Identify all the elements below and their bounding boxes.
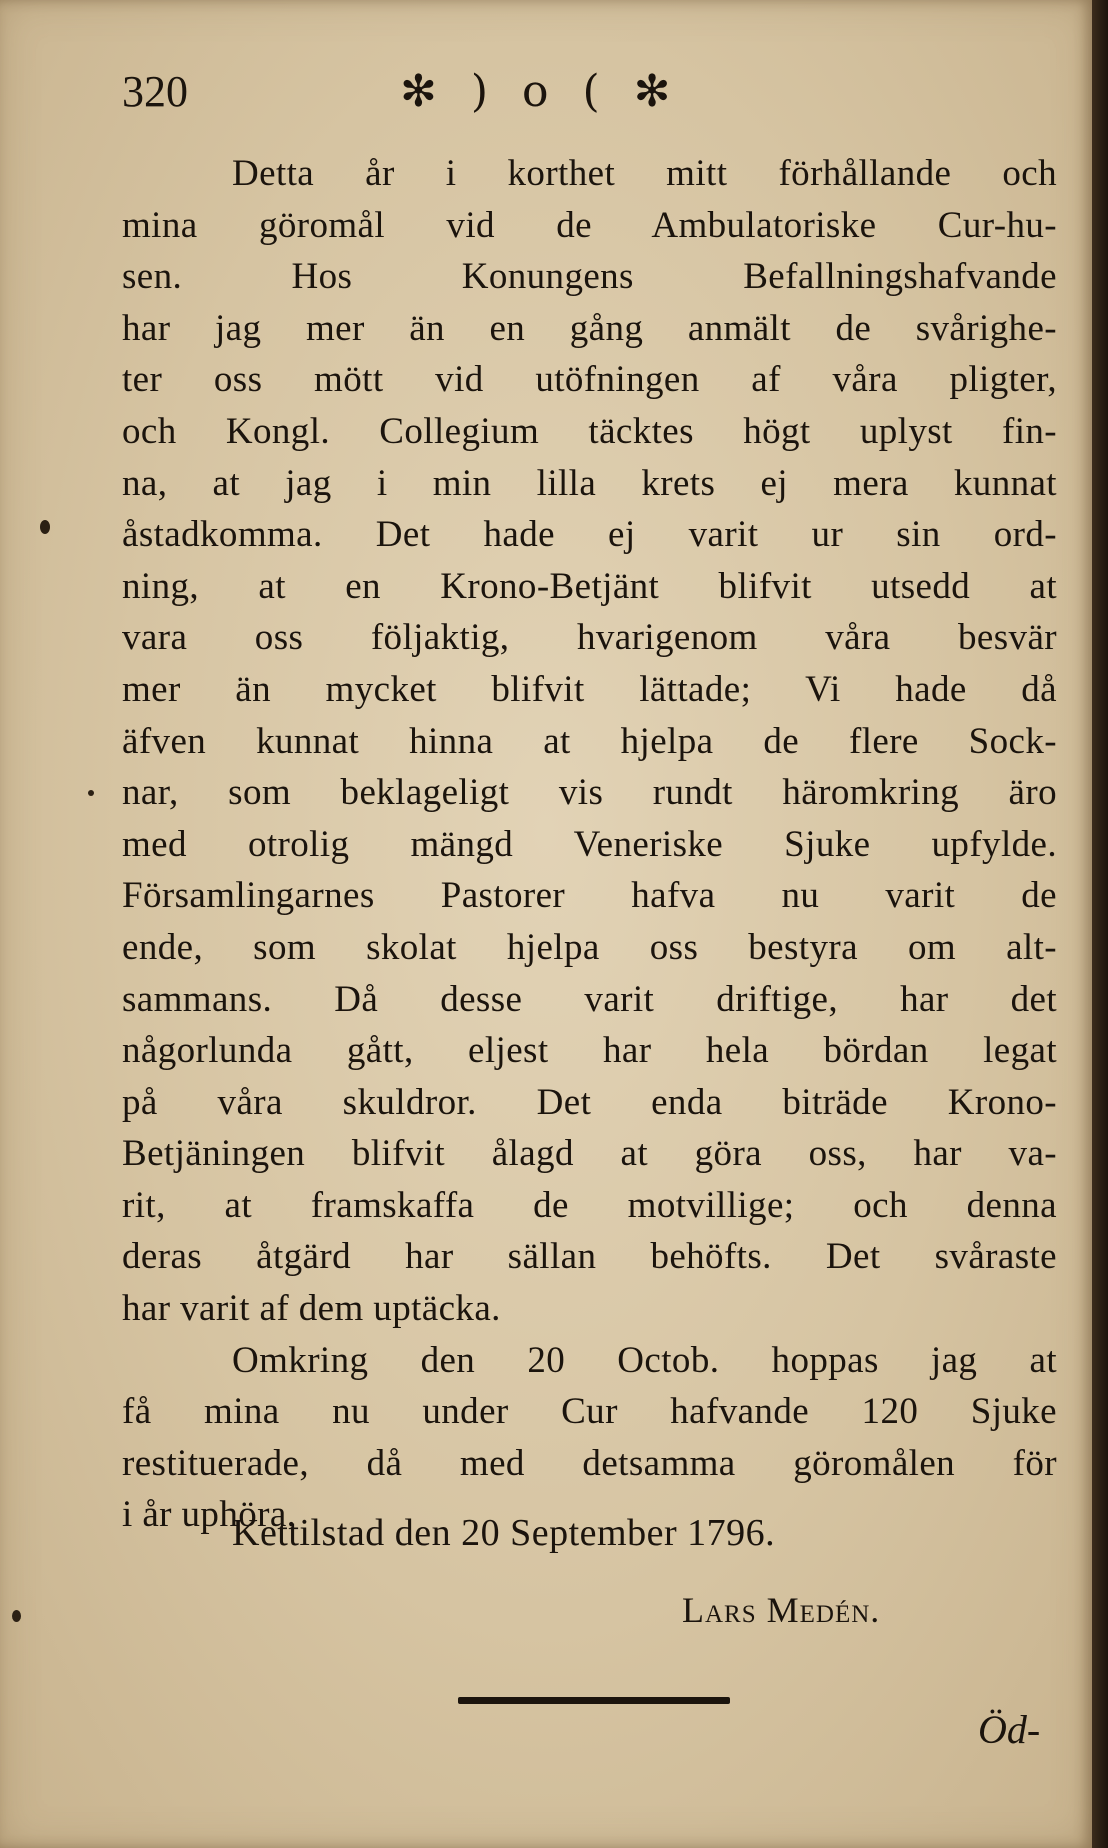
text-line: på våra skuldror. Det enda biträde Krono- [122,1081,1057,1123]
header-ornament: ✻ ) o ( ✻ [400,66,681,117]
paper-speck [12,1610,21,1622]
text-line: äfven kunnat hinna at hjelpa de flere Sock- [122,720,1057,762]
text-line: ter oss mött vid utöfningen af våra pligter, [122,359,1057,401]
text-line: mer än mycket blifvit lättade; Vi hade då [122,668,1057,710]
text-line: nar, som beklageligt vis rundt häromkring äro [122,772,1057,814]
text-line: Omkring den 20 Octob. hoppas jag at [232,1339,1057,1381]
text-line: med otrolig mängd Veneriske Sjuke upfylde. [122,823,1057,865]
page-edge [1092,0,1108,1848]
text-line: Betjäningen blifvit ålagd at göra oss, har va- [122,1133,1057,1175]
text-line: i år uphöra. [122,1494,297,1536]
catchword: Öd- [978,1707,1041,1752]
section-rule [458,1697,730,1704]
text-line: åstadkomma. Det hade ej varit ur sin ord- [122,514,1057,556]
text-line: få mina nu under Cur hafvande 120 Sjuke [122,1391,1057,1433]
text-line: Detta år i korthet mitt förhållande och [232,153,1057,194]
text-line: har jag mer än en gång anmält de svårighe- [122,307,1057,349]
paper-speck [40,520,50,534]
text-line: sammans. Då desse varit driftige, har det [122,978,1057,1020]
text-line: rit, at framskaffa de motvillige; och denna [122,1184,1057,1226]
text-line: ning, at en Krono-Betjänt blifvit utsedd at [122,565,1057,607]
dateline: Kettilstad den 20 September 1796. [232,1512,776,1554]
body-text [122,148,1057,1541]
text-line: na, at jag i min lilla krets ej mera kunnat [122,462,1057,504]
text-line: och Kongl. Collegium täcktes högt uplyst fin- [122,410,1057,452]
text-line: ende, som skolat hjelpa oss bestyra om alt- [122,926,1057,968]
text-line: restituerade, då med detsamma göromålen för [122,1442,1057,1484]
text-line: deras åtgärd har sällan behöfts. Det svåraste [122,1236,1057,1278]
running-header [0,62,1092,122]
paper-speck [88,790,94,796]
text-line: någorlunda gått, eljest har hela bördan legat [122,1030,1057,1072]
text-line: har varit af dem uptäcka. [122,1288,501,1330]
text-line: vara oss följaktig, hvarigenom våra besvär [122,617,1057,659]
text-line: Församlingarnes Pastorer hafva nu varit de [122,875,1057,917]
text-line: sen. Hos Konungens Befallningshafvande [122,256,1057,298]
text-line: mina göromål vid de Ambulatoriske Cur-hu- [122,204,1057,246]
page-number: 320 [122,67,188,116]
signature: Lars Medén. [682,1590,881,1630]
